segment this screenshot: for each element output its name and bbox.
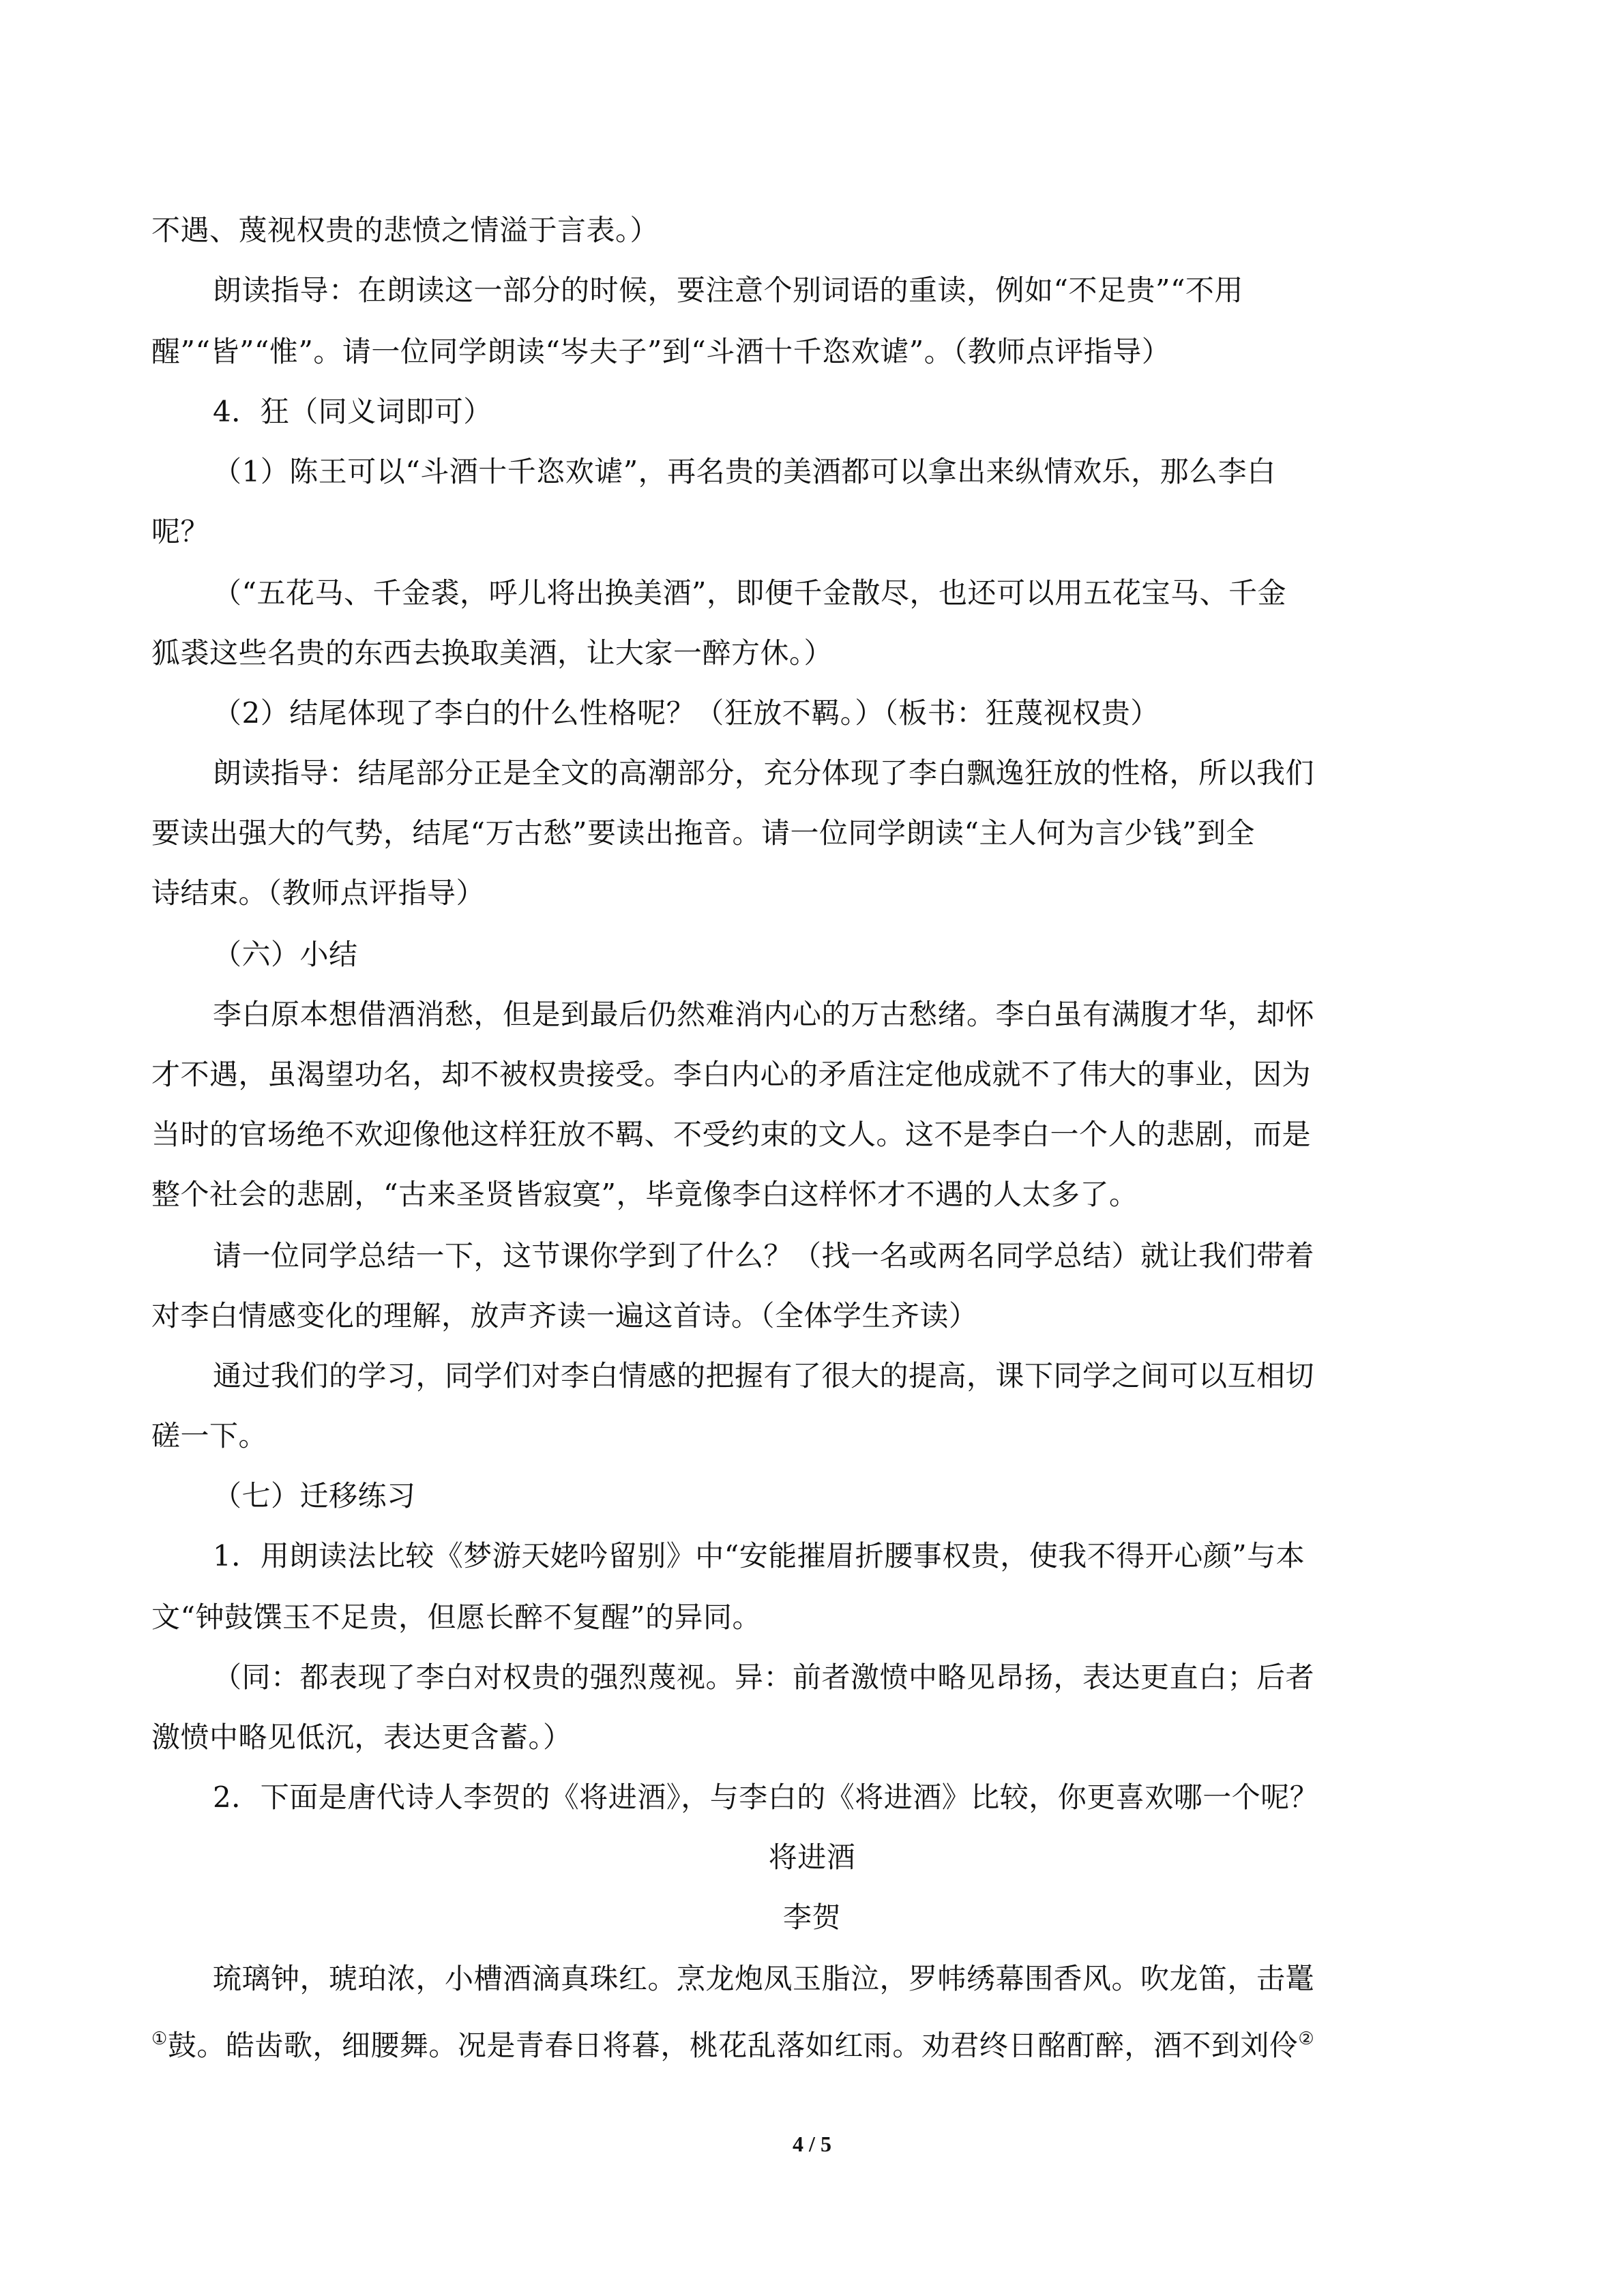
paragraph-line: 诗结束。（教师点评指导） bbox=[151, 876, 486, 910]
paragraph-line: 狐裘这些名贵的东西去换取美酒，让大家一醉方休。） bbox=[151, 636, 833, 670]
paragraph-line: 当时的官场绝不欢迎像他这样狂放不羁、不受约束的文人。这不是李白一个人的悲剧，而是 bbox=[151, 1118, 1312, 1151]
section-heading: （六）小结 bbox=[213, 938, 358, 971]
paragraph-line: （同：都表现了李白对权贵的强烈蔑视。异：前者激愤中略见昂扬，表达更直白；后者 bbox=[213, 1660, 1315, 1694]
poem-line-text: 鼓。皓齿歌，细腰舞。况是青春日将暮，桃花乱落如红雨。劝君终日酩酊醉，酒不到刘伶 bbox=[167, 2029, 1299, 2062]
paragraph-line: 文“钟鼓馔玉不足贵，但愿长醉不复醒”的异同。 bbox=[151, 1600, 761, 1634]
paragraph-line: （2）结尾体现了李白的什么性格呢？（狂放不羁。）（板书：狂蔑视权贵） bbox=[213, 696, 1160, 730]
paragraph-line: 请一位同学总结一下，这节课你学到了什么？（找一名或两名同学总结）就让我们带着 bbox=[213, 1239, 1315, 1272]
paragraph-line: 整个社会的悲剧，“古来圣贤皆寂寞”，毕竟像李白这样怀才不遇的人太多了。 bbox=[151, 1178, 1138, 1211]
paragraph-line: 李白原本想借酒消愁，但是到最后仍然难消内心的万古愁绪。李白虽有满腹才华，却怀 bbox=[213, 998, 1315, 1031]
paragraph-line: 朗读指导：在朗读这一部分的时候，要注意个别词语的重读，例如“不足贵”“不用 bbox=[213, 273, 1243, 307]
paragraph-line: （1）陈王可以“斗酒十千恣欢谑”，再名贵的美酒都可以拿出来纵情欢乐，那么李白 bbox=[213, 455, 1276, 488]
section-heading: （七）迁移练习 bbox=[213, 1479, 416, 1512]
paragraph-line: 醒”“皆”“惟”。请一位同学朗读“岑夫子”到“斗酒十千恣欢谑”。（教师点评指导） bbox=[151, 335, 1171, 368]
paragraph-line: 2．下面是唐代诗人李贺的《将进酒》，与李白的《将进酒》比较，你更喜欢哪一个呢？ bbox=[213, 1780, 1319, 1814]
paragraph-line: 朗读指导：结尾部分正是全文的高潮部分，充分体现了李白飘逸狂放的性格，所以我们 bbox=[213, 756, 1315, 790]
paragraph-line: 才不遇，虽渴望功名，却不被权贵接受。李白内心的矛盾注定他成就不了伟大的事业，因为 bbox=[151, 1058, 1312, 1091]
poem-author: 李贺 bbox=[782, 1900, 841, 1934]
page-number: 4 / 5 bbox=[793, 2132, 831, 2156]
poem-line bbox=[151, 2019, 1314, 2066]
poem-title: 将进酒 bbox=[768, 1840, 856, 1874]
paragraph-line: 磋一下。 bbox=[151, 1419, 268, 1452]
poem-line: 琉璃钟，琥珀浓，小槽酒滴真珠红。烹龙炮凤玉脂泣，罗帏绣幕围香风。吹龙笛，击鼍 bbox=[213, 1962, 1315, 1995]
paragraph-line: 激愤中略见低沉，表达更含蓄。） bbox=[151, 1720, 572, 1754]
paragraph-line: （“五花马、千金裘，呼儿将出换美酒”，即便千金散尽，也还可以用五花宝马、千金 bbox=[213, 576, 1286, 610]
footnote-mark: ② bbox=[1298, 2029, 1315, 2049]
paragraph-line: 呢？ bbox=[151, 515, 210, 548]
paragraph-line: 1．用朗读法比较《梦游天姥吟留别》中“安能摧眉折腰事权贵，使我不得开心颜”与本 bbox=[213, 1539, 1305, 1572]
paragraph-line: 要读出强大的气势，结尾“万古愁”要读出拖音。请一位同学朗读“主人何为言少钱”到全 bbox=[151, 816, 1255, 850]
paragraph-line: 对李白情感变化的理解，放声齐读一遍这首诗。（全体学生齐读） bbox=[151, 1299, 978, 1332]
footnote-mark: ① bbox=[151, 2029, 168, 2049]
paragraph-line: 通过我们的学习，同学们对李白情感的把握有了很大的提高，课下同学之间可以互相切 bbox=[213, 1359, 1315, 1392]
paragraph-line: 不遇、蔑视权贵的悲愤之情溢于言表。） bbox=[151, 213, 660, 247]
paragraph-line: 4．狂（同义词即可） bbox=[213, 395, 492, 428]
